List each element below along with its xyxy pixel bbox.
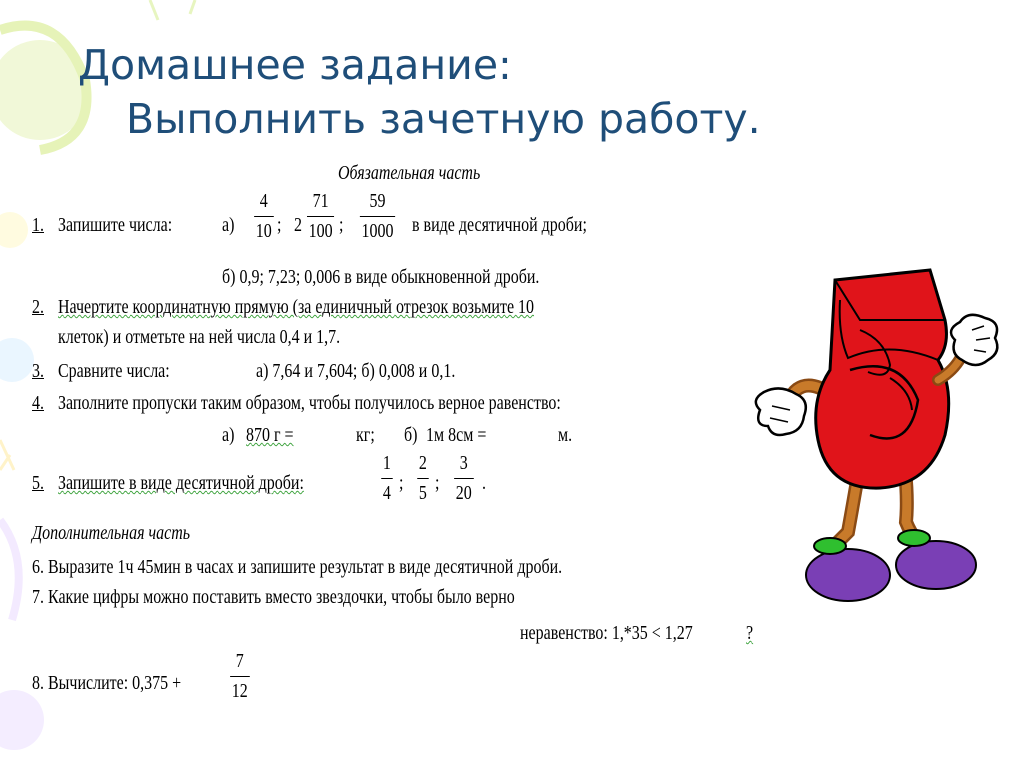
task2-line-2: клеток) и отметьте на ней числа 0,4 и 1,7. bbox=[58, 327, 341, 348]
task4-b-label: б) bbox=[404, 425, 418, 446]
task5-end: . bbox=[482, 473, 486, 494]
denominator: 1000 bbox=[361, 221, 394, 242]
task7-line-1: 7. Какие цифры можно поставить вместо звездочки, чтобы было верно bbox=[32, 587, 515, 608]
task1-part-a: а) bbox=[222, 215, 235, 236]
numerator: 1 bbox=[382, 453, 391, 474]
task4-a-value: 870 г = bbox=[246, 425, 294, 446]
denominator: 4 bbox=[382, 483, 391, 504]
task3-number: 3. bbox=[32, 361, 44, 382]
denominator: 5 bbox=[418, 483, 427, 504]
denominator: 20 bbox=[455, 483, 472, 504]
task4-a-unit: кг; bbox=[356, 425, 375, 446]
task4-text: Заполните пропуски таким образом, чтобы получилось верное равенство: bbox=[58, 393, 561, 414]
task5-fraction-1 bbox=[381, 452, 392, 506]
task5-sep-1: ; bbox=[399, 473, 404, 494]
numerator: 2 bbox=[418, 453, 427, 474]
task5-fraction-3 bbox=[454, 452, 473, 506]
task6-text: 6. Выразите 1ч 45мин в часах и запишите результат в виде десятичной дроби. bbox=[32, 557, 563, 578]
title-line-1: Домашнее задание: bbox=[78, 41, 512, 89]
denominator: 100 bbox=[308, 221, 333, 242]
mascot-five-illustration bbox=[740, 260, 1010, 610]
task4-b-value: 1м 8см = bbox=[426, 425, 487, 446]
task4-number: 4. bbox=[32, 393, 44, 414]
numerator: 3 bbox=[459, 453, 468, 474]
title-line-2: Выполнить зачетную работу. bbox=[126, 95, 761, 143]
task1-suffix-a: в виде десятичной дроби; bbox=[412, 215, 587, 236]
denominator: 12 bbox=[231, 681, 248, 702]
numerator: 4 bbox=[259, 191, 268, 212]
task8-text: 8. Вычислите: 0,375 + bbox=[32, 673, 182, 694]
denominator: 10 bbox=[255, 221, 272, 242]
task1-fraction-1 bbox=[254, 190, 273, 244]
task8-fraction bbox=[230, 650, 249, 704]
task1-sep-1: ; bbox=[277, 215, 282, 236]
slide-title bbox=[78, 38, 761, 146]
task1-text: Запишите числа: bbox=[58, 215, 173, 236]
mandatory-heading: Обязательная часть bbox=[338, 163, 481, 184]
numerator: 59 bbox=[369, 191, 386, 212]
numerator: 71 bbox=[312, 191, 329, 212]
task4-a-label: а) bbox=[222, 425, 235, 446]
task7-line-2: неравенство: 1,*35 < 1,27 bbox=[520, 623, 693, 644]
task5-fraction-2 bbox=[417, 452, 428, 506]
task2-line-1: Начертите координатную прямую (за единичный отрезок возьмите 10 bbox=[58, 297, 535, 318]
extra-heading: Дополнительная часть bbox=[32, 523, 191, 544]
task5-sep-2: ; bbox=[435, 473, 440, 494]
task3-rest: а) 7,64 и 7,604; б) 0,008 и 0,1. bbox=[256, 361, 456, 382]
task5-number: 5. bbox=[32, 473, 44, 494]
task3-text: Сравните числа: bbox=[58, 361, 170, 382]
task1-sep-2: ; bbox=[339, 215, 344, 236]
task1-mixed-whole: 2 bbox=[294, 215, 302, 236]
task1-number: 1. bbox=[32, 215, 44, 236]
task5-text: Запишите в виде десятичной дроби: bbox=[58, 473, 304, 494]
task7-question: ? bbox=[746, 623, 754, 644]
task1-line-b: б) 0,9; 7,23; 0,006 в виде обыкновенной дроби. bbox=[222, 267, 540, 288]
numerator: 7 bbox=[235, 651, 244, 672]
task2-number: 2. bbox=[32, 297, 44, 318]
task1-fraction-2 bbox=[307, 190, 334, 244]
task1-fraction-3 bbox=[360, 190, 395, 244]
task4-b-unit: м. bbox=[558, 425, 573, 446]
